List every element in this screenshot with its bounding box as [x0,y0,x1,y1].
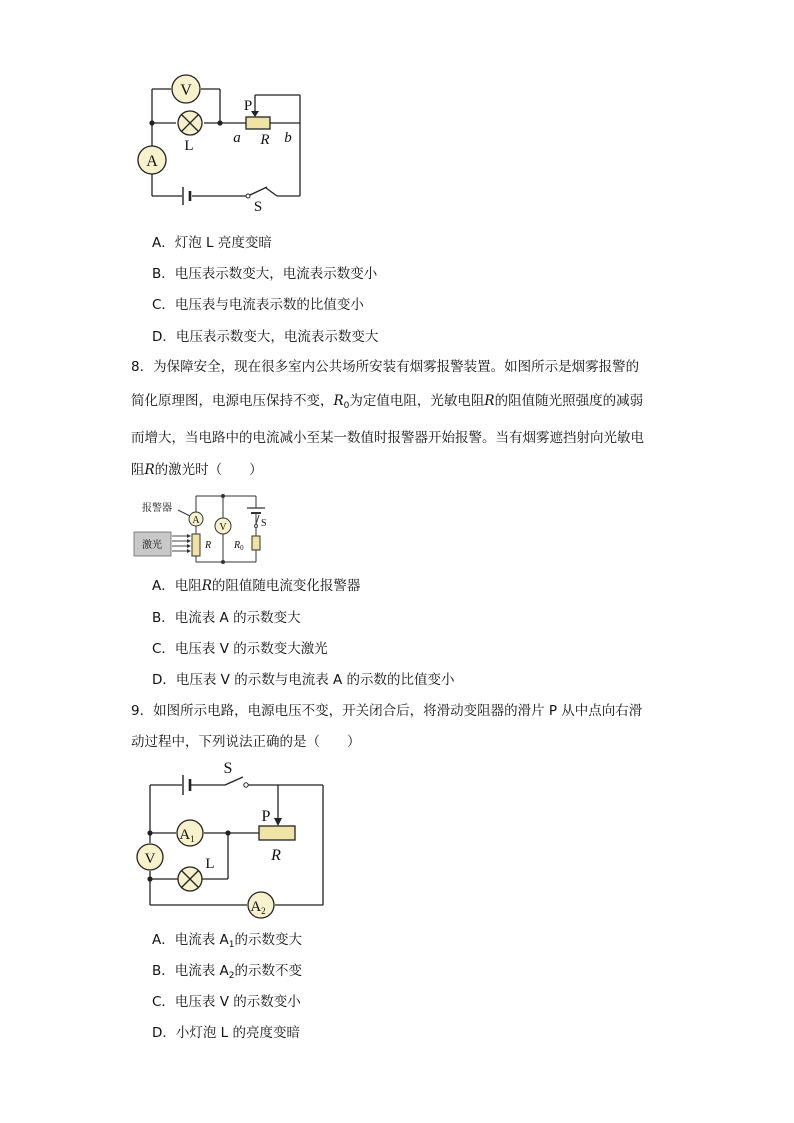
q7-circuit-diagram [120,70,320,215]
ammeter-a1-subscript: 1 [190,834,195,844]
junction-dot [149,120,154,125]
rheostat [259,826,295,840]
ammeter-label: A [146,153,158,170]
junction-dot [221,494,225,498]
r0-subscript: 0 [240,544,244,552]
q8-stem-line-2 [131,392,643,415]
r-symbol: R [201,578,212,594]
q7-option-d[interactable]: D．电压表示数变大，电流表示数变大 [152,329,379,345]
switch-label: S [261,518,267,529]
r0-label [233,540,244,552]
q9-option-b-post: 的示数不变 [234,963,303,979]
slider-arrow-icon [274,818,282,826]
q9-option-b-sub: 2 [228,971,235,981]
r-symbol: R [484,393,495,409]
q8-option-c[interactable]: C．电压表 V 的示数变大激光 [152,641,328,657]
q8-stem-line-4-post: 的激光时（ ） [154,462,263,478]
q9-stem-line-1: 9．如图所示电路，电源电压不变，开关闭合后，将滑动变阻器的滑片 P 从中点向右滑 [131,703,643,719]
q8-stem-line-2-post: 的阻值随光照强度的减弱 [494,393,644,409]
q8-stem-line-2-mid: 为定值电阻，光敏电阻 [349,393,485,409]
end-b-label: b [284,130,292,146]
lamp-label: L [184,138,194,154]
q9-option-b-pre: B．电流表 A [152,963,229,979]
junction-dot [221,560,225,564]
switch-contact-left [246,194,250,198]
q9-option-a[interactable] [152,931,302,954]
q8-option-a-pre: A．电阻 [152,578,202,594]
q8-option-a-post: 的阻值随电流变化报警器 [211,578,361,594]
junction-dot [225,830,230,835]
laser-label: 激光 [142,540,162,551]
switch-label: S [223,760,233,777]
q9-stem-line-2: 动过程中，下列说法正确的是（ ） [131,734,361,750]
junction-dot [217,120,222,125]
q9-option-a-post: 的示数变大 [234,932,302,948]
rheostat [246,117,270,129]
r-symbol: R [144,462,155,478]
switch-contact [255,525,258,528]
switch-contact [244,783,248,787]
voltmeter-label: V [219,522,227,533]
q8-option-a[interactable] [152,577,360,595]
resistor-label: R [271,847,281,864]
q7-option-b[interactable]: B．电压表示数变大，电流表示数变小 [152,266,378,282]
q8-smoke-alarm-diagram [128,490,278,570]
resistor-label: R [260,132,270,148]
q9-option-a-pre: A．电流表 A [152,932,229,948]
lamp-label: L [205,856,215,872]
slider-label: P [261,808,271,825]
fixed-resistor-r0 [252,536,260,550]
ammeter-a1-letter: A [179,827,191,843]
junction-dot [147,830,152,835]
q7-option-c[interactable]: C．电压表与电流表示数的比值变小 [152,297,364,313]
junction-dot [147,876,152,881]
r0-letter: R [234,540,241,551]
slider-arrow-icon [251,111,259,117]
switch-blade [250,187,267,195]
voltmeter-label: V [180,82,192,99]
q7-option-a[interactable]: A．灯泡 L 亮度变暗 [152,235,272,251]
q9-option-c[interactable]: C．电压表 V 的示数变小 [152,994,301,1010]
photoresistor-label: R [205,540,212,551]
q8-stem-line-1: 8．为保障安全，现在很多室内公共场所安装有烟雾报警装置。如图所示是烟雾报警的 [131,359,640,375]
r0-symbol: R [333,393,344,409]
ammeter-label: A [192,515,200,526]
switch-label: S [253,199,263,215]
alarm-label: 报警器 [142,503,172,514]
ammeter-a2-subscript: 2 [261,906,266,916]
r0-subscript: 0 [343,401,350,411]
q9-option-d[interactable]: D．小灯泡 L 的亮度变暗 [152,1025,300,1041]
slider-label: P [243,98,253,114]
q8-stem-line-4-pre: 阻 [131,462,145,478]
q8-option-d[interactable]: D．电压表 V 的示数与电流表 A 的示数的比值变小 [152,672,455,688]
laser-arrowheads [187,534,191,553]
q8-option-b[interactable]: B．电流表 A 的示数变大 [152,610,301,626]
voltmeter-label: V [144,851,156,867]
ammeter-a2-letter: A [250,899,262,915]
end-a-label: a [233,130,241,146]
q9-option-a-sub: 1 [228,940,235,950]
q9-circuit-diagram [130,755,340,925]
q9-option-b[interactable] [152,962,302,985]
photoresistor [192,534,200,556]
q8-stem-line-3: 而增大，当电路中的电流减小至某一数值时报警器开始报警。当有烟雾遮挡射向光敏电 [131,430,644,446]
q8-stem-line-2-pre: 简化原理图，电源电压保持不变， [131,393,334,409]
q8-stem-line-4 [131,461,263,479]
